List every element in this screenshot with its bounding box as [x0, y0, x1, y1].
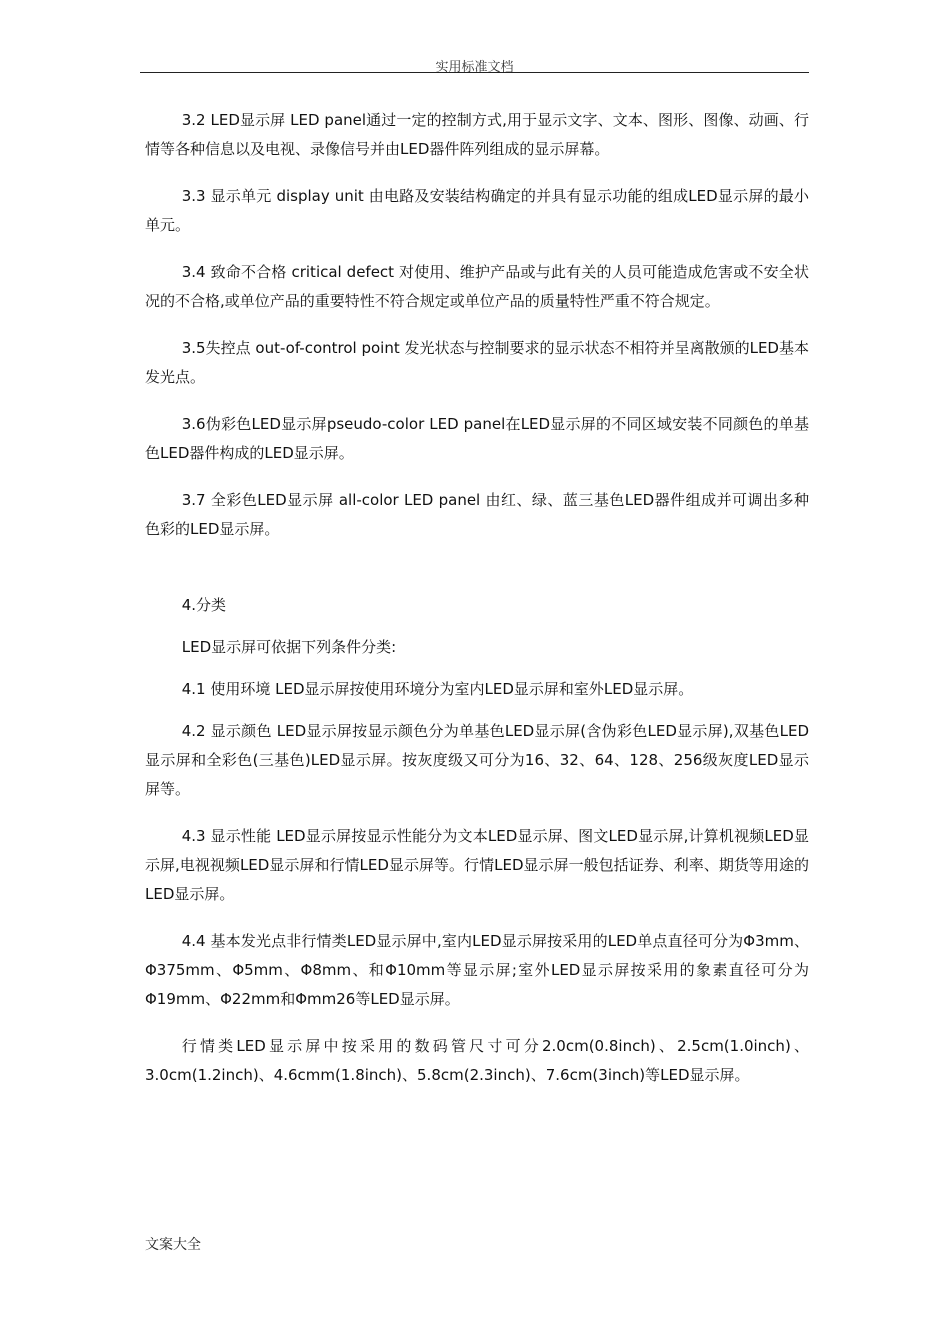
page-footer: 文案大全	[145, 1237, 201, 1253]
paragraph-quote-display: 行情类LED显示屏中按采用的数码管尺寸可分2.0cm(0.8inch)、2.5cm(1.0inch)、3.0cm(1.2inch)、4.6cmm(1.8inch)、5.8cm(2.3inch)、7.6cm(3inch)等LED显示屏。	[145, 1037, 809, 1084]
paragraph-4-2: 4.2 显示颜色 LED显示屏按显示颜色分为单基色LED显示屏(含伪彩色LED显示屏),双基色LED显示屏和全彩色(三基色)LED显示屏。按灰度级又可分为16、32、64、128、256级灰度LED显示屏等。	[145, 722, 809, 798]
page-header: 实用标准文档	[435, 60, 514, 75]
paragraph-4-4: 4.4 基本发光点非行情类LED显示屏中,室内LED显示屏按采用的LED单点直径可分为Φ3mm、Φ375mm、Φ5mm、Φ8mm、和Φ10mm等显示屏;室外LED显示屏按采用的象素直径可分为Φ19mm、Φ22mm和Φmm26等LED显示屏。	[145, 932, 809, 1008]
paragraph-3-2: 3.2 LED显示屏 LED panel通过一定的控制方式,用于显示文字、文本、图形、图像、动画、行情等各种信息以及电视、录像信号并由LED器件阵列组成的显示屏幕。	[145, 111, 809, 158]
paragraph-3-4: 3.4 致命不合格 critical defect 对使用、维护产品或与此有关的人员可能造成危害或不安全状况的不合格,或单位产品的重要特性不符合规定或单位产品的质量特性严重不符合规定。	[145, 263, 809, 310]
paragraph-4-3: 4.3 显示性能 LED显示屏按显示性能分为文本LED显示屏、图文LED显示屏,计算机视频LED显示屏,电视视频LED显示屏和行情LED显示屏等。行情LED显示屏一般包括证券、利率、期货等用途的LED显示屏。	[145, 827, 809, 903]
paragraph-4-1: 4.1 使用环境 LED显示屏按使用环境分为室内LED显示屏和室外LED显示屏。	[181, 680, 694, 698]
paragraph-3-6: 3.6伪彩色LED显示屏pseudo-color LED panel在LED显示屏的不同区域安装不同颜色的单基色LED器件构成的LED显示屏。	[145, 415, 809, 462]
paragraph-classification-intro: LED显示屏可依据下列条件分类:	[181, 638, 397, 656]
header-divider	[140, 72, 809, 73]
paragraph-3-3: 3.3 显示单元 display unit 由电路及安装结构确定的并具有显示功能的组成LED显示屏的最小单元。	[145, 187, 809, 234]
document-body	[145, 106, 809, 1108]
section-heading-4: 4.分类	[181, 596, 227, 614]
paragraph-3-7: 3.7 全彩色LED显示屏 all-color LED panel 由红、绿、蓝三基色LED器件组成并可调出多种色彩的LED显示屏。	[145, 491, 809, 538]
paragraph-3-5: 3.5失控点 out-of-control point 发光状态与控制要求的显示状态不相符并呈离散颁的LED基本发光点。	[145, 339, 809, 386]
